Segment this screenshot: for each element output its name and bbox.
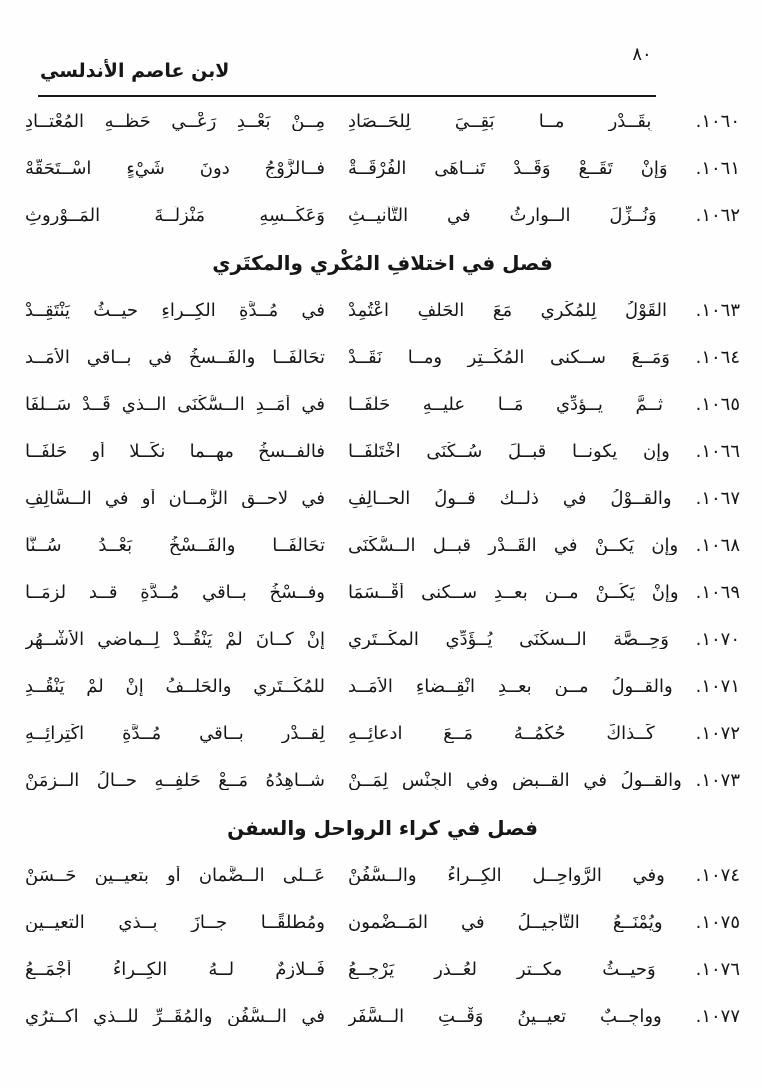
verse-hemistich-second: في أَمَــدِ الــسُّكْنَى الــذي قَــدْ سَــلَفَا	[25, 394, 325, 415]
verse-hemistich-first	[348, 960, 740, 980]
verse-hemistich-first-text: وواجِــبٌ تعيــينُ وَقْــتِ الــسَّفَرِ	[348, 1006, 662, 1027]
running-head-title: لابن عاصم الأندلسي	[40, 60, 230, 82]
verse-hemistich-first-text: وَمَــعَ ســكنى المُكْــتِر ومــا نَقَــدْ	[348, 347, 670, 368]
verse-number: ١٠٧٣.	[695, 770, 740, 791]
verse-hemistich-first-text: والقــولُ مــن بعــدِ انْقِــضاءِ الأَمَــد	[348, 676, 673, 697]
verse-hemistich-first	[348, 866, 740, 886]
verse-hemistich-first-text: ثــمَّ يــؤدِّي مَــا عليــهِ حَلَفَــا	[348, 394, 664, 415]
section-heading: فصل في اختلافِ المُكْري والمكتَري	[212, 251, 553, 275]
verse-hemistich-first-text: وإن يكونــا قبــلَ سُــكْنَى اخْتَلَفَــا	[348, 441, 670, 462]
verse-row	[25, 993, 740, 1040]
verse-hemistich-first-text: كَــذاكَ حُكْمُــهُ مَــعَ ادعائِــهِ	[348, 723, 655, 744]
page-header	[0, 0, 762, 100]
verse-hemistich-first-text: وإن يَكــنْ في القَــدْرِ قبــل الــسُّكْنَى	[348, 535, 679, 556]
verse-row	[25, 710, 740, 757]
verse-hemistich-second: تحَالَفَــا والفَــسخُ في بــاقي الأَمَــد	[25, 347, 325, 368]
verse-row	[25, 757, 740, 804]
verse-hemistich-second: وفــسْخُ بــاقي مُــدَّةٍ قــد لزِمَــا	[25, 582, 325, 603]
verse-number: ١٠٦٦.	[695, 441, 740, 462]
verse-hemistich-second: فالفــسخُ مهــما نكَــلا أو حَلَفَــا	[25, 441, 325, 462]
verse-row	[25, 475, 740, 522]
verse-hemistich-first-text: وإنْ يَكُــنْ مــن بعــدِ ســكنى أَقْــسَمَا	[348, 582, 679, 603]
verse-hemistich-second: لِقــدْرِ بــاقي مُــدَّةِ اكْتِرائِــهِ	[25, 723, 325, 744]
verse-hemistich-second: فــالزَّوْجُ دونَ شَيْءٍ اسْــتَحَقَّهْ	[25, 158, 325, 179]
verse-number: ١٠٦١.	[695, 158, 740, 179]
verse-hemistich-first-text: وَنُــزِّلَ الــوارِثُ في التَّأْنيــثِ	[348, 205, 657, 226]
verse-number: ١٠٦٠.	[695, 111, 740, 132]
verse-hemistich-second: للمُكْــتَري والحَلْــفُ إنْ لَمْ يَنْقُــدِ	[25, 676, 325, 697]
verse-row	[25, 287, 740, 334]
verse-row	[25, 334, 740, 381]
verse-hemistich-first-text: القَوْلُ لِلْمُكْري مَعَ الْحَلْفِ اعْتُمِدْ	[348, 300, 667, 321]
verse-hemistich-first	[348, 348, 740, 368]
verse-number: ١٠٧٧.	[695, 1006, 740, 1027]
verse-hemistich-first	[348, 913, 740, 933]
verse-hemistich-first	[348, 583, 740, 603]
verse-hemistich-first-text: والقــوْلُ في ذلــك قــولُ الحــالِفِ	[348, 488, 672, 509]
verse-hemistich-first	[348, 206, 740, 226]
verse-number: ١٠٧٥.	[695, 912, 740, 933]
verse-number: ١٠٦٥.	[695, 394, 740, 415]
verse-hemistich-first	[348, 1007, 740, 1027]
verse-number: ١٠٧٢.	[695, 723, 740, 744]
verse-hemistich-first	[348, 442, 740, 462]
verse-row	[25, 569, 740, 616]
verse-row	[25, 616, 740, 663]
verse-number: ١٠٦٨.	[695, 535, 740, 556]
verse-number: ١٠٧٤.	[695, 865, 740, 886]
verse-number: ١٠٧١.	[695, 676, 740, 697]
verse-hemistich-second: تحَالَفَــا والفَــسْخُ بَعْــدُ سُــنَّا	[25, 535, 325, 556]
verse-hemistich-first-text: ويُمْنَــعُ التَّأجيــلُ في المَــضْمونِ	[348, 912, 663, 933]
verse-hemistich-first	[348, 112, 740, 132]
verse-row	[25, 98, 740, 145]
verse-hemistich-first	[348, 159, 740, 179]
verse-row	[25, 428, 740, 475]
verse-number: ١٠٦٩.	[695, 582, 740, 603]
verse-hemistich-second: في لاحــقِ الزَّمــانِ أو في الــسَّالِفِ	[25, 488, 325, 509]
verse-row	[25, 852, 740, 899]
verse-row	[25, 381, 740, 428]
verse-number: ١٠٦٤.	[695, 347, 740, 368]
verse-hemistich-second: مِــنْ بَعْــدِ رَعْــيِ حَظِّــهِ الْمُعْتــادِ	[25, 111, 325, 132]
verse-hemistich-second: في مُــدَّةِ الكِــراءِ حيــثُ يَنْتَقِــدْ	[25, 300, 325, 321]
verse-hemistich-first-text: وَحِــصَّة الــسكْنَى يُــؤَدِّي المكْــتَري	[348, 629, 669, 650]
verse-row	[25, 522, 740, 569]
page-body	[0, 98, 762, 1040]
verse-hemistich-second: في الــسُّفُنِ والمُقَــرِّ للَّــذي اكــترُي	[25, 1006, 325, 1027]
verse-hemistich-first	[348, 301, 740, 321]
verse-hemistich-first-text: وفي الرَّواحِــلِ الكِــراءُ والــسُّفُنْ	[348, 865, 665, 886]
verse-hemistich-second: عَــلَى الــضَّمانِ أو بتعيــينِ حَــسَنْ	[25, 865, 325, 886]
verse-row	[25, 946, 740, 993]
verse-hemistich-first	[348, 677, 740, 697]
verse-hemistich-second: وَعَكْــسِهِ مَنْزِلَــةَ الْمَــوْروثِ	[25, 205, 325, 226]
verse-hemistich-second: شــاهِدُهُ مَــعْ حَلْفِــهِ حــالُ الــزمَنْ	[25, 770, 325, 791]
verse-hemistich-first-text: بِقَــدْرِ مــا بَقِــيَ لِلْحَــصَادِ	[348, 111, 652, 132]
verse-number: ١٠٦٢.	[695, 205, 740, 226]
page-number: ٨٠	[632, 44, 652, 65]
section-heading: فصل في كراء الرواحل والسفن	[227, 816, 538, 840]
verse-number: ١٠٧٠.	[695, 629, 740, 650]
verse-row	[25, 899, 740, 946]
verse-row	[25, 145, 740, 192]
verse-row	[25, 192, 740, 239]
verse-hemistich-first-text: وَحيــثُ مكــترٍ لعُــذرٍ يَرْجِــعُ	[348, 959, 656, 980]
verse-number: ١٠٦٧.	[695, 488, 740, 509]
verse-hemistich-first-text: والقــولُ في القــبضِ وفي الجِنْسِ لِمَــنْ	[348, 770, 682, 791]
verse-hemistich-second: إنْ كــانَ لَمْ يَنْقُــدْ لِــماضي الأَشْــهُرِ	[25, 629, 325, 650]
verse-hemistich-first	[348, 489, 740, 509]
verse-hemistich-first	[348, 536, 740, 556]
header-rule	[38, 95, 656, 97]
verse-number: ١٠٧٦.	[695, 959, 740, 980]
verse-row	[25, 663, 740, 710]
verse-hemistich-first	[348, 724, 740, 744]
verse-hemistich-first	[348, 395, 740, 415]
verse-hemistich-first	[348, 630, 740, 650]
verse-hemistich-second: فَــلازِمٌ لــهُ الكِــراءُ أَجْمَــعُ	[25, 959, 325, 980]
verse-hemistich-second: ومُطْلَقًــا جــازَ بِــذي التعيــين	[25, 912, 325, 933]
verse-hemistich-first-text: وَإِنْ تَقَــعْ وَقَــدْ تَنــاهَى الفُرْقَــةْ	[348, 158, 668, 179]
verse-number: ١٠٦٣.	[695, 300, 740, 321]
verse-hemistich-first	[348, 771, 740, 791]
